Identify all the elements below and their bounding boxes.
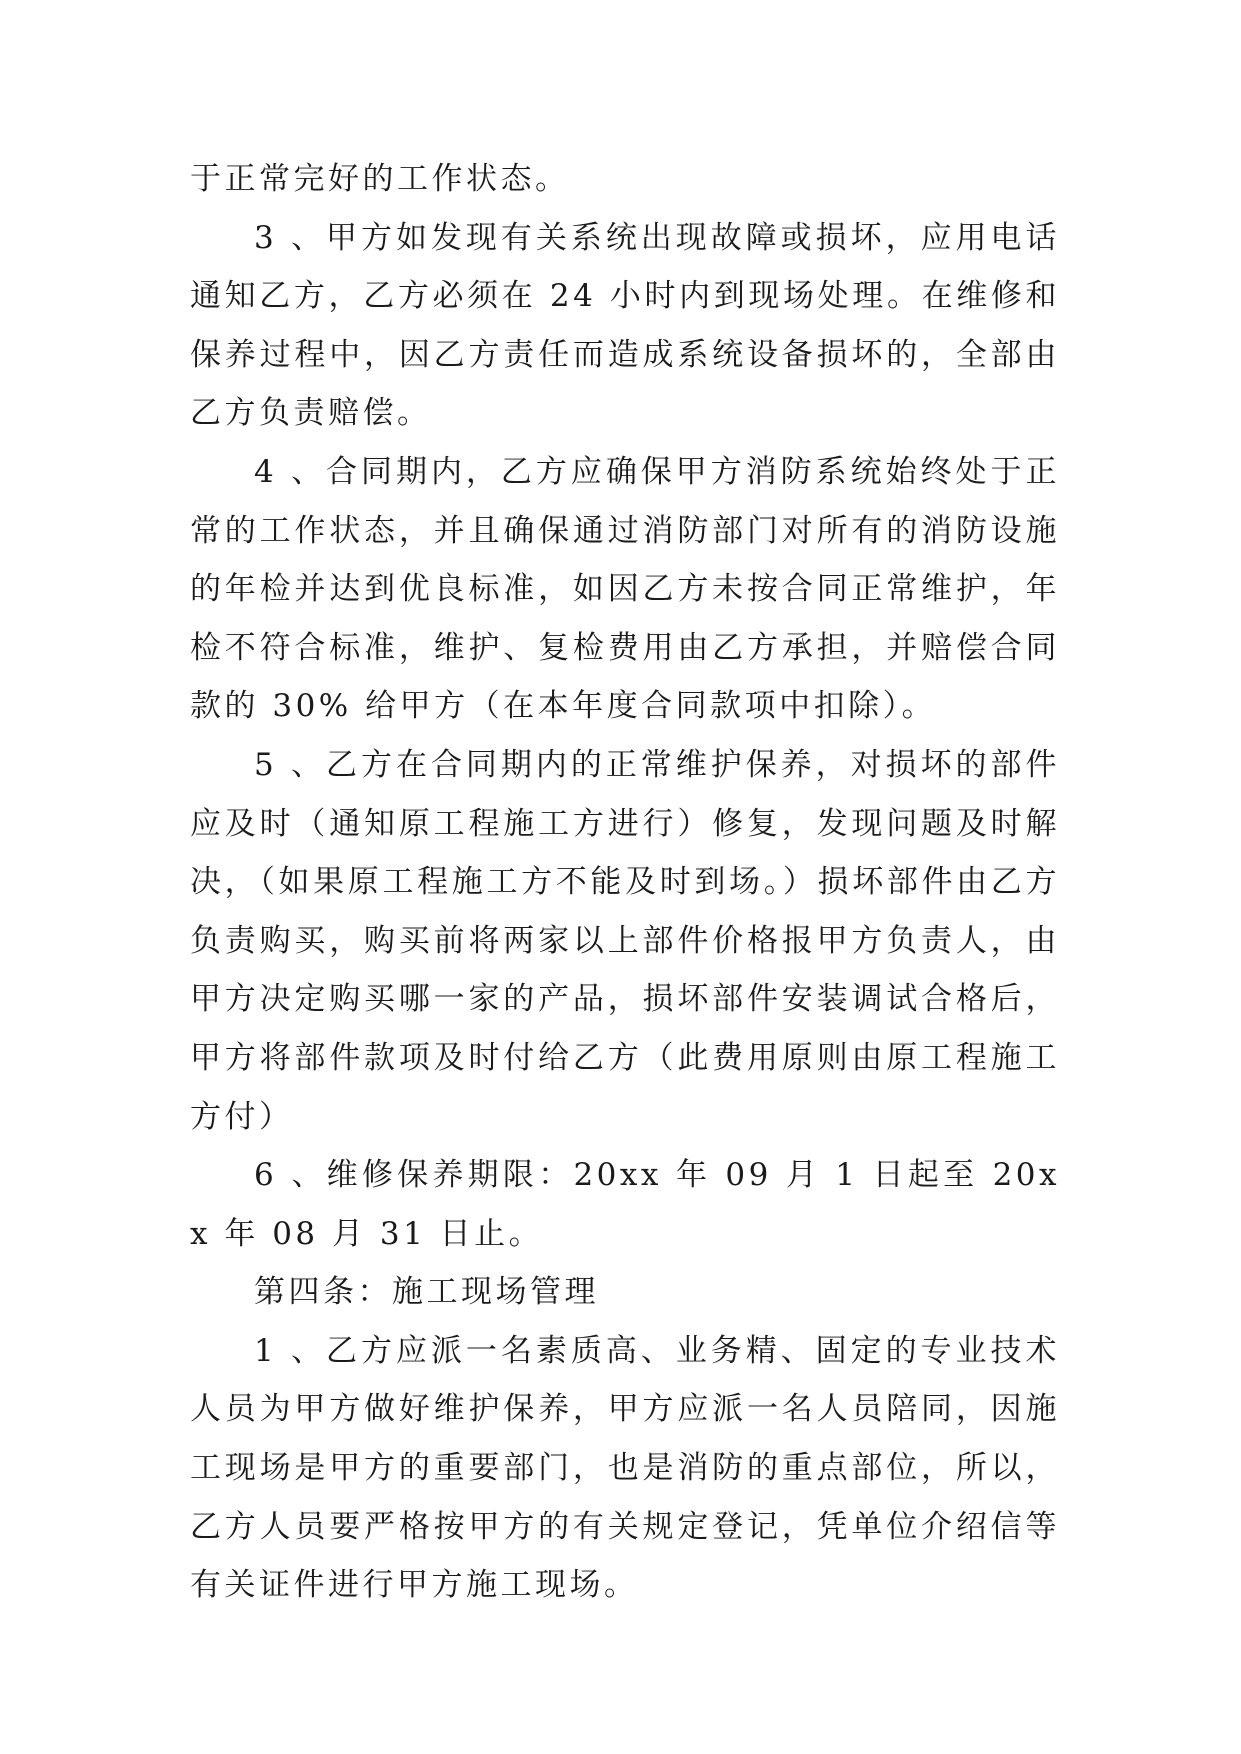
paragraph-continuation: 于正常完好的工作状态。 [190,161,570,197]
paragraph-article-4-clause-1: 1 、乙方应派一名素质高、业务精、固定的专业技术人员为甲方做好维护保养，甲方应派一名人员陪同，因施工现场是甲方的重要部门，也是消防的重点部位，所以，乙方人员要严格按甲方的有关规定登记，凭单位介绍信等有关证件进行甲方施工现场。 [190,1332,1060,1604]
paragraph-clause-4: 4 、合同期内，乙方应确保甲方消防系统始终处于正常的工作状态，并且确保通过消防部门对所有的消防设施的年检并达到优良标准，如因乙方未按合同正常维护，年检不符合标准，维护、复检费用由乙方承担，并赔偿合同款的 30% 给甲方（在本年度合同款项中扣除）。 [190,453,1060,725]
paragraph-clause-3: 3 、甲方如发现有关系统出现故障或损坏，应用电话通知乙方，乙方必须在 24 小时内到现场处理。在维修和保养过程中，因乙方责任而造成系统设备损坏的，全部由乙方负责赔偿。 [190,219,1060,432]
document-body [190,150,1060,1615]
paragraph-clause-5: 5 、乙方在合同期内的正常维护保养，对损坏的部件应及时（通知原工程施工方进行）修复，发现问题及时解决，（如果原工程施工方不能及时到场。）损坏部件由乙方负责购买，购买前将两家以上部件价格报甲方负责人，由甲方决定购买哪一家的产品，损坏部件安装调试合格后，甲方将部件款项及时付给乙方（此费用原则由原工程施工方付） [190,746,1060,1135]
section-heading-article-4: 第四条：施工现场管理 [254,1274,599,1311]
paragraph-clause-6: 6 、维修保养期限：20xx 年 09 月 1 日起至 20xx 年 08 月 31 日止。 [190,1157,1060,1252]
